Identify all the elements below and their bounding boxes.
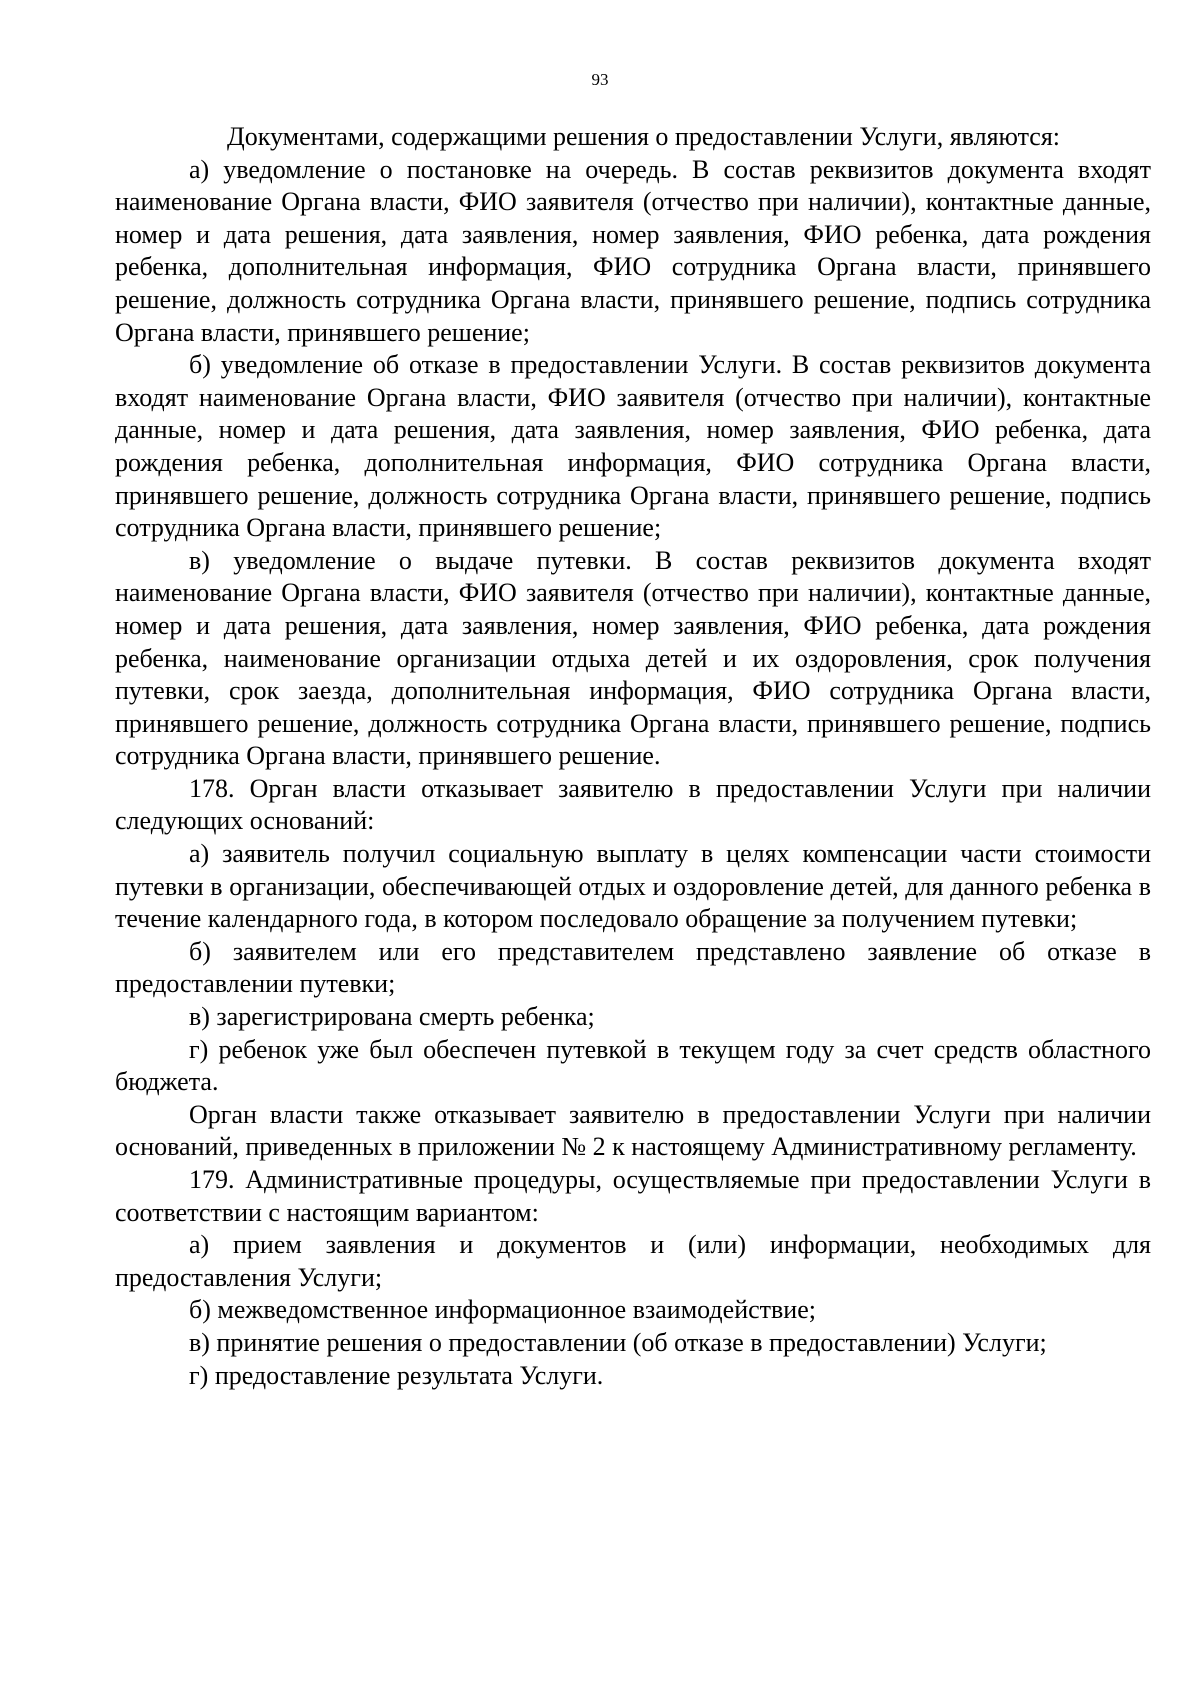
paragraph-item-v-voucher-notice: в) уведомление о выдаче путевки. В состав реквизитов документа входят наименование Органа власти, ФИО заявителя (отчество при наличии), контактные данные, номер и дата решения, дата заявления, номер заявления, ФИО ребенка, дата рождения ребенка, наименование организации отдыха детей и их оздоровления, срок получения путевки, срок заезда, дополнительная информация, ФИО сотрудника Органа власти, принявшего решение, должность сотрудника Органа власти, принявшего решение, подпись сотрудника Органа власти, принявшего решение. bbox=[115, 545, 1151, 771]
paragraph-178-item-b: б) заявителем или его представителем представлено заявление об отказе в предоставлении путевки; bbox=[115, 936, 1151, 999]
paragraph-intro: Документами, содержащими решения о предоставлении Услуги, являются: bbox=[227, 122, 1061, 151]
paragraph-178-item-a: а) заявитель получил социальную выплату в целях компенсации части стоимости путевки в организации, обеспечивающей отдых и оздоровление детей, для данного ребенка в течение календарного года, в котором последовало обращение за получением путевки; bbox=[115, 839, 1151, 934]
document-body bbox=[115, 121, 1151, 1392]
paragraph-179-item-b: б) межведомственное информационное взаимодействие; bbox=[189, 1295, 816, 1325]
paragraph-179-item-v: в) принятие решения о предоставлении (об отказе в предоставлении) Услуги; bbox=[189, 1327, 1047, 1357]
paragraph-clause-179: 179. Административные процедуры, осуществляемые при предоставлении Услуги в соответствии с настоящим вариантом: bbox=[115, 1165, 1151, 1227]
paragraph-item-b-refusal-notice: б) уведомление об отказе в предоставлении Услуги. В состав реквизитов документа входят наименование Органа власти, ФИО заявителя (отчество при наличии), контактные данные, номер и дата решения, дата заявления, номер заявления, ФИО ребенка, дата рождения ребенка, дополнительная информация, ФИО сотрудника Органа власти, принявшего решение, должность сотрудника Органа власти, принявшего решение, подпись сотрудника Органа власти, принявшего решение; bbox=[115, 350, 1151, 543]
paragraph-178-item-g: г) ребенок уже был обеспечен путевкой в текущем году за счет средств областного бюджета. bbox=[115, 1034, 1151, 1097]
paragraph-178-item-v: в) зарегистрирована смерть ребенка; bbox=[189, 1002, 595, 1032]
paragraph-179-item-a: а) прием заявления и документов и (или) информации, необходимых для предоставления Услуги; bbox=[115, 1230, 1151, 1292]
page-number: 93 bbox=[591, 70, 609, 89]
paragraph-item-a-queue-notice: а) уведомление о постановке на очередь. В состав реквизитов документа входят наименование Органа власти, ФИО заявителя (отчество при наличии), контактные данные, номер и дата решения, дата заявления, номер заявления, ФИО ребенка, дата рождения ребенка, дополнительная информация, ФИО сотрудника Органа власти, принявшего решение, должность сотрудника Органа власти, принявшего решение, подпись сотрудника Органа власти, принявшего решение; bbox=[115, 154, 1151, 347]
paragraph-additional-refusal: Орган власти также отказывает заявителю в предоставлении Услуги при наличии оснований, приведенных в приложении № 2 к настоящему Административному регламенту. bbox=[115, 1099, 1151, 1162]
paragraph-179-item-g: г) предоставление результата Услуги. bbox=[189, 1360, 604, 1390]
paragraph-clause-178: 178. Орган власти отказывает заявителю в предоставлении Услуги при наличии следующих оснований: bbox=[115, 773, 1151, 836]
